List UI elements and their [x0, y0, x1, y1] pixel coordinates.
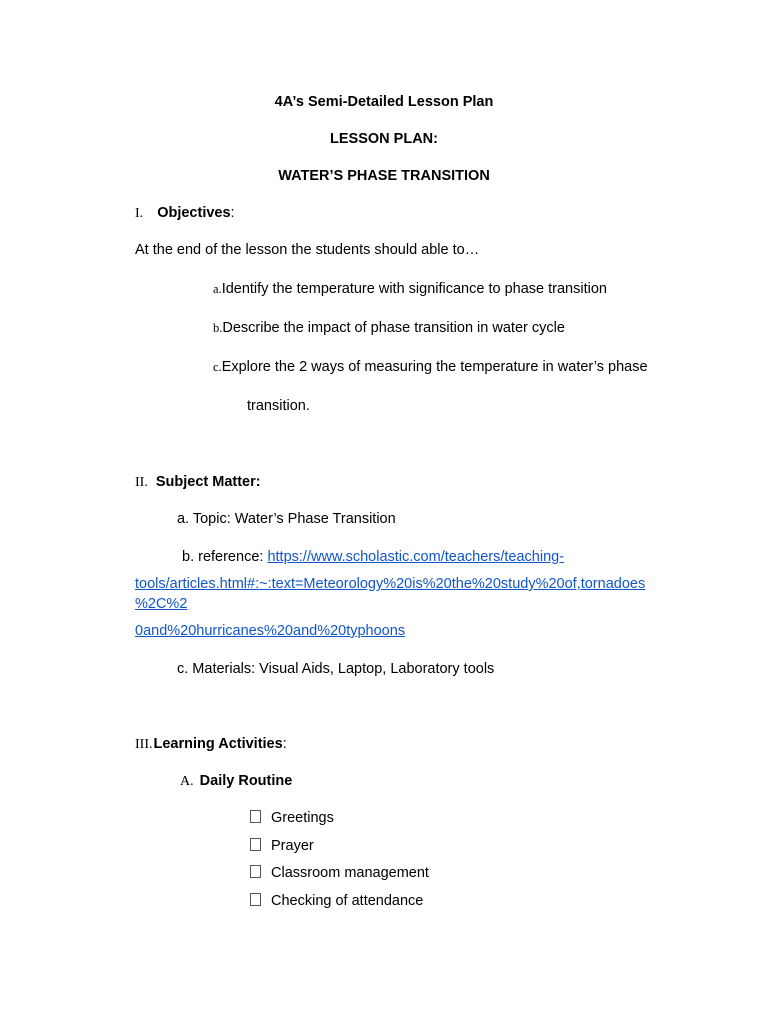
subject-materials: c. Materials: Visual Aids, Laptop, Laboratory tools — [177, 661, 495, 677]
section-numeral: II. — [135, 475, 148, 490]
routine-text: Prayer — [271, 838, 314, 854]
routine-item — [250, 893, 423, 909]
bullet-box-icon — [250, 838, 261, 851]
reference-line — [182, 549, 564, 565]
section-numeral: III. — [135, 737, 153, 752]
lesson-plan-label: LESSON PLAN: — [330, 131, 438, 147]
section-title: Subject Matter: — [155, 474, 261, 490]
sub-title: Daily Routine — [199, 773, 293, 789]
reference-link[interactable]: tools/articles.html#:~:text=Meteorology%20is%20the%20study%20of,tornadoes — [135, 576, 646, 592]
bullet-box-icon — [250, 810, 261, 823]
heading-colon: : — [282, 736, 287, 752]
section-title: Learning Activities — [153, 736, 283, 752]
routine-text: Checking of attendance — [271, 893, 424, 909]
objectives-intro: At the end of the lesson the students should able to… — [135, 242, 480, 258]
reference-link[interactable]: https://www.scholastic.com/teachers/teaching- — [267, 549, 565, 565]
routine-item — [250, 865, 429, 881]
objective-item — [213, 359, 648, 375]
document-title: 4A’s Semi-Detailed Lesson Plan — [274, 94, 494, 110]
objective-text: Explore the 2 ways of measuring the temperature in water’s phase — [221, 359, 648, 375]
reference-label: b. reference: — [182, 549, 264, 565]
learning-activities-heading — [135, 736, 287, 753]
reference-link[interactable]: 0and%20hurricanes%20and%20typhoons — [135, 623, 406, 639]
section-numeral: I. — [135, 206, 144, 221]
reference-link[interactable]: %2C%2 — [135, 596, 188, 612]
sub-marker: A. — [180, 774, 194, 789]
objective-item — [213, 281, 607, 297]
routine-item — [250, 810, 334, 826]
objective-item — [213, 320, 565, 336]
bullet-box-icon — [250, 865, 261, 878]
routine-text: Greetings — [271, 810, 334, 826]
daily-routine-heading — [180, 773, 292, 790]
bullet-box-icon — [250, 893, 261, 906]
heading-colon: : — [230, 205, 235, 221]
lesson-topic-heading: WATER’S PHASE TRANSITION — [278, 168, 490, 184]
objectives-heading — [135, 205, 235, 222]
list-marker: a. — [213, 282, 222, 296]
objective-continuation: transition. — [247, 398, 310, 414]
list-marker: b. — [213, 321, 223, 335]
routine-item — [250, 838, 314, 854]
subject-matter-heading — [135, 474, 261, 491]
subject-topic: a. Topic: Water’s Phase Transition — [177, 511, 396, 527]
list-marker: c. — [213, 360, 222, 374]
routine-text: Classroom management — [271, 865, 429, 881]
section-title: Objectives — [157, 205, 231, 221]
objective-text: Describe the impact of phase transition in water cycle — [222, 320, 565, 336]
objective-text: Identify the temperature with significance to phase transition — [221, 281, 607, 297]
